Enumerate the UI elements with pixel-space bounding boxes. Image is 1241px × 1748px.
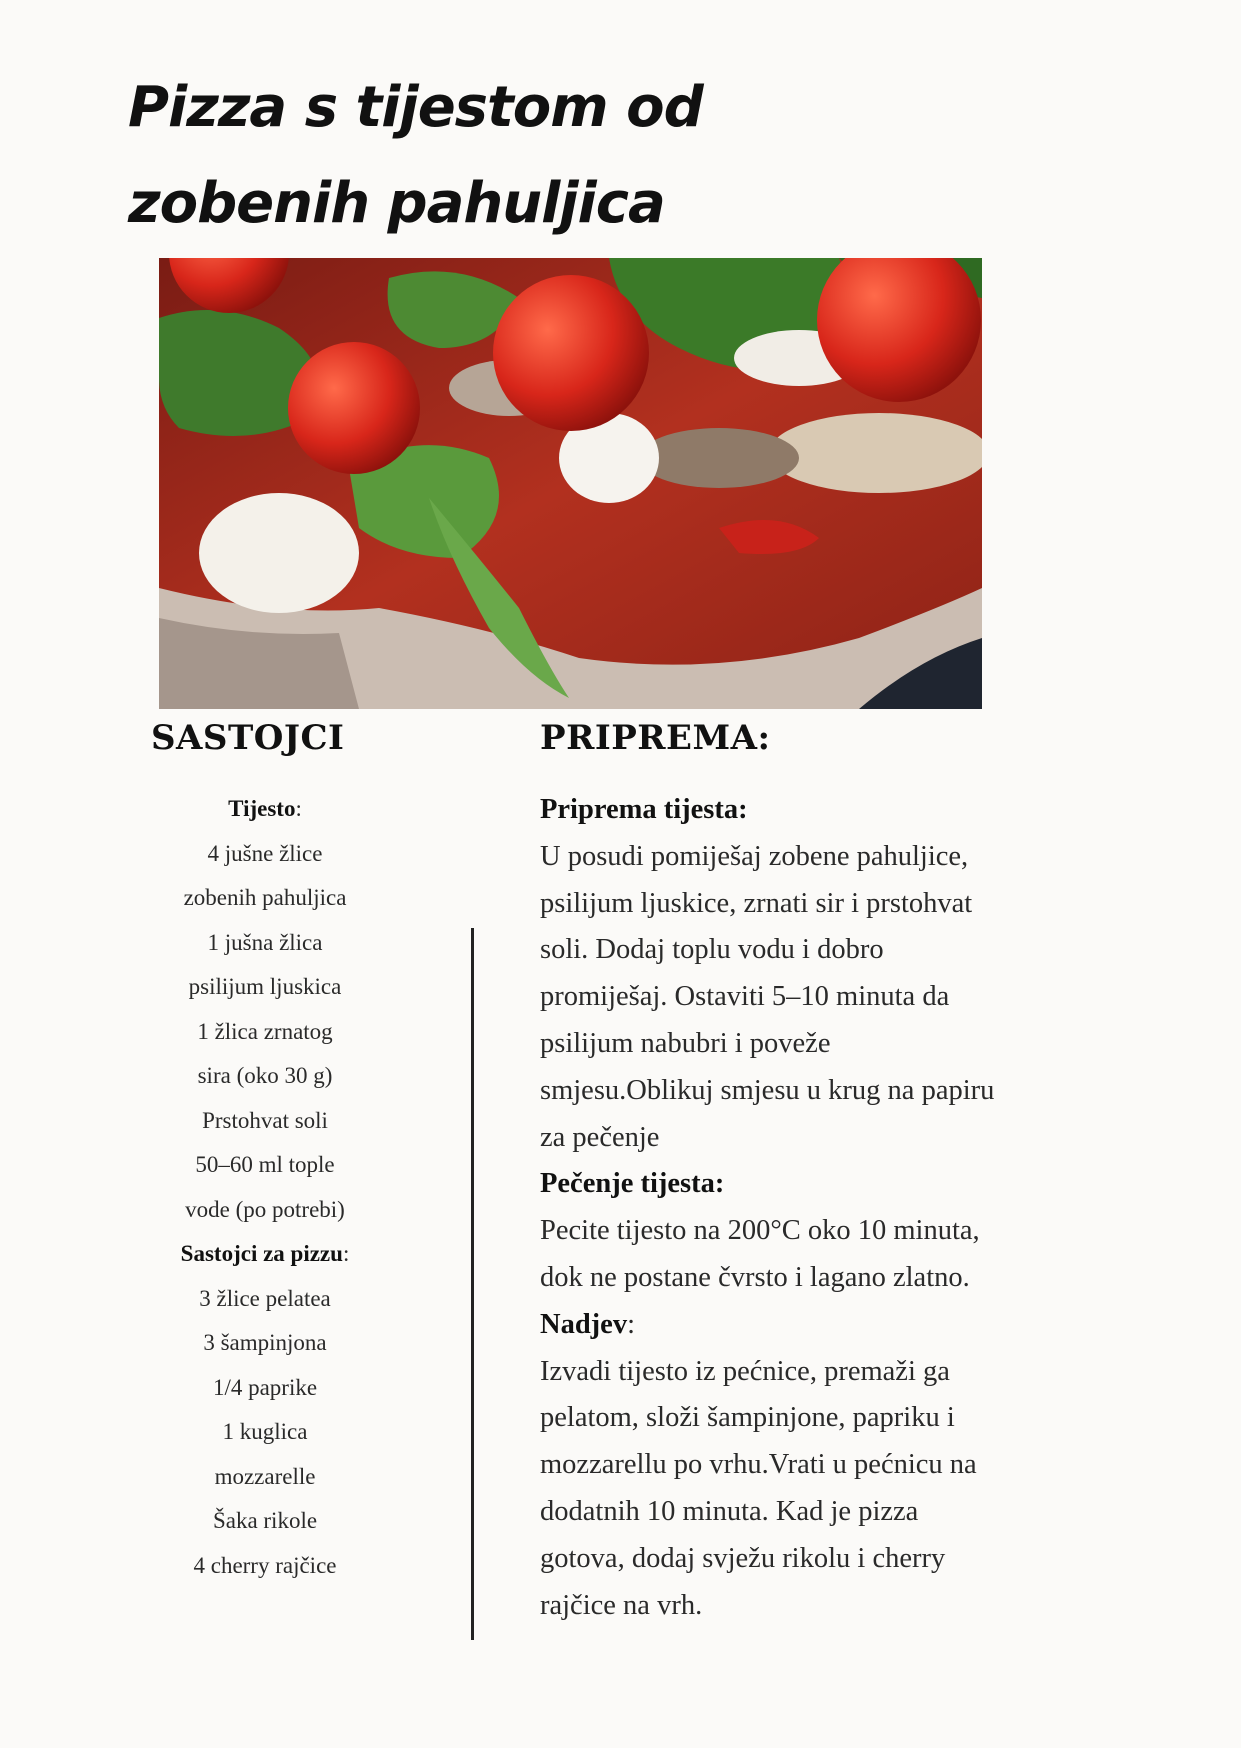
ingredient-item: 1 jušna žlica bbox=[207, 929, 323, 955]
recipe-title-line-1: Pizza s tijestom od bbox=[128, 75, 703, 140]
ingredient-item: 50–60 ml tople bbox=[195, 1152, 335, 1177]
dough-prep-text: U posudi pomiješaj zobene pahuljice, psilijum ljuskice, zrnati sir i prstohvat soli. Dodaj toplu vodu i dobro promiješaj. Ostaviti 5–10 minuta da psilijum nabubri i poveže smjesu.Oblikuj smjesu u krug na papiru za pečenje bbox=[540, 840, 995, 1153]
recipe-title-line-2: zobenih pahuljica bbox=[128, 171, 665, 236]
dough-label: Tijesto bbox=[228, 796, 296, 821]
pizza-photo bbox=[159, 258, 982, 709]
ingredient-item: vode (po potrebi) bbox=[185, 1196, 345, 1222]
filling-label: Nadjev bbox=[540, 1308, 628, 1340]
ingredient-item: 1 kuglica bbox=[222, 1419, 308, 1444]
ingredients-heading: SASTOJCI bbox=[151, 718, 345, 758]
filling-label-line: Nadjev: bbox=[540, 1308, 635, 1340]
ingredient-item: 3 žlice pelatea bbox=[199, 1285, 331, 1311]
ingredient-item: zobenih pahuljica bbox=[183, 885, 347, 910]
baking-label: Pečenje tijesta: bbox=[540, 1168, 725, 1200]
ingredient-item: psilijum ljuskica bbox=[188, 974, 342, 999]
pizza-label: Sastojci za pizzu bbox=[180, 1241, 343, 1266]
ingredients-list bbox=[140, 787, 390, 1588]
recipe-title bbox=[128, 60, 828, 252]
method-heading: PRIPREMA: bbox=[540, 718, 771, 758]
ingredient-item: sira (oko 30 g) bbox=[197, 1063, 333, 1088]
column-divider bbox=[471, 928, 474, 1640]
ingredient-item: mozzarelle bbox=[214, 1463, 316, 1489]
dough-section-label: Tijesto: bbox=[228, 796, 302, 821]
baking-text: Pecite tijesto na 200°C oko 10 minuta, dok ne postane čvrsto i lagano zlatno. bbox=[540, 1215, 980, 1293]
ingredient-item: 4 cherry rajčice bbox=[193, 1552, 337, 1578]
ingredient-item: 3 šampinjona bbox=[203, 1330, 327, 1355]
dough-prep-label: Priprema tijesta: bbox=[540, 794, 748, 825]
ingredient-item: Šaka rikole bbox=[212, 1508, 318, 1533]
filling-text: Izvadi tijesto iz pećnice, premaži ga pelatom, složi šampinjone, papriku i mozzarellu po vrhu.Vrati u pećnicu na dodatnih 10 minuta. Kad je pizza gotova, dodaj svježu rikolu i cherry rajčice na vrh. bbox=[540, 1355, 977, 1621]
ingredient-item: Prstohvat soli bbox=[202, 1107, 328, 1133]
ingredient-item: 4 jušne žlice bbox=[207, 840, 323, 866]
ingredient-item: 1/4 paprike bbox=[212, 1374, 318, 1400]
method-text bbox=[540, 787, 1010, 1629]
pizza-section-label: Sastojci za pizzu: bbox=[180, 1241, 350, 1266]
ingredient-item: 1 žlica zrnatog bbox=[197, 1018, 333, 1044]
pizza-illustration bbox=[159, 258, 982, 709]
